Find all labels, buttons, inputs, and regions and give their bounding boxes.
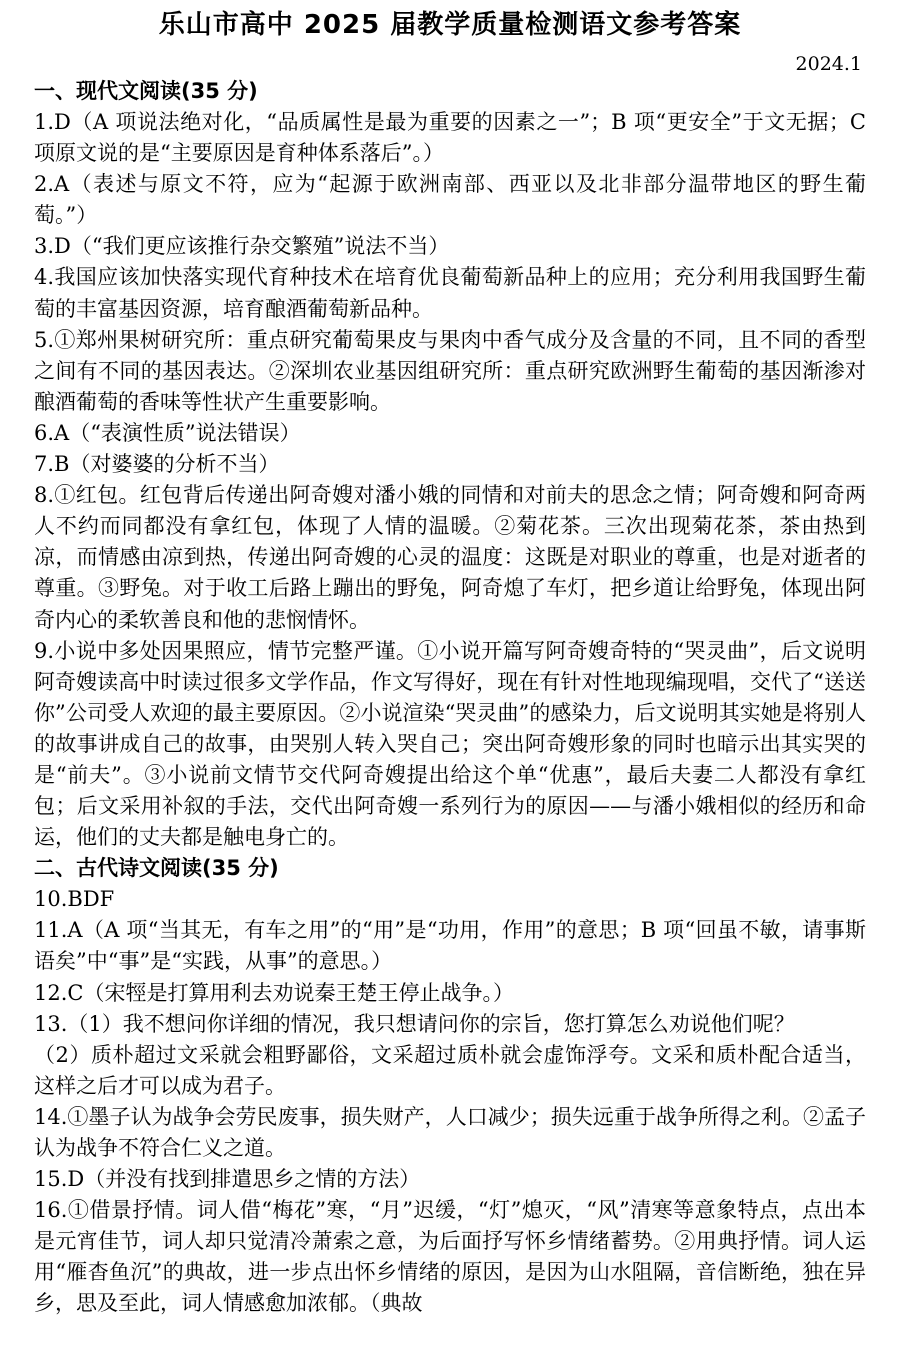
document-title: 乐山市高中 2025 届教学质量检测语文参考答案 <box>158 10 742 40</box>
answer-8: 8.①红包。红包背后传递出阿奇嫂对潘小娥的同情和对前夫的思念之情；阿奇嫂和阿奇两人不约而同都没有拿红包，体现了人情的温暖。②菊花茶。三次出现菊花茶，茶由热到凉，而情感由凉到热，传递出阿奇嫂的心灵的温度：这既是对职业的尊重，也是对逝者的尊重。③野兔。对于收工后路上蹦出的野兔，阿奇熄了车灯，把乡道让给野兔，体现出阿奇内心的柔软善良和他的悲悯情怀。 <box>34 483 866 632</box>
answer-2: 2.A（表述与原文不符，应为“起源于欧洲南部、西亚以及北非部分温带地区的野生葡萄。”） <box>34 172 866 228</box>
answer-1: 1.D（A 项说法绝对化，“品质属性是最为重要的因素之一”；B 项“更安全”于文无据；C 项原文说的是“主要原因是育种体系落后”。） <box>34 110 866 166</box>
answer-14: 14.①墨子认为战争会劳民废事，损失财产，人口减少；损失远重于战争所得之利。②孟子认为战争不符合仁义之道。 <box>34 1104 866 1160</box>
answer-13-part-2: （2）质朴超过文采就会粗野鄙俗，文采超过质朴就会虚饰浮夸。文采和质朴配合适当，这样之后才可以成为君子。 <box>34 1042 866 1098</box>
answer-5: 5.①郑州果树研究所：重点研究葡萄果皮与果肉中香气成分及含量的不同，且不同的香型之间有不同的基因表达。②深圳农业基因组研究所：重点研究欧洲野生葡萄的基因渐渗对酿酒葡萄的香味等性状产生重要影响。 <box>34 327 866 414</box>
answer-12: 12.C（宋牼是打算用利去劝说秦王楚王停止战争。） <box>34 980 514 1005</box>
section-heading-modern-reading: 一、现代文阅读(35 分) <box>34 79 258 103</box>
answer-13-part-1: 13.（1）我不想问你详细的情况，我只想请问你的宗旨，您打算怎么劝说他们呢？ <box>34 1011 795 1036</box>
answer-11: 11.A（A 项“当其无，有车之用”的“用”是“功用，作用”的意思；B 项“回虽不敏，请事斯语矣”中“事”是“实践，从事”的意思。） <box>34 918 866 974</box>
section-heading-classical-reading: 二、古代诗文阅读(35 分) <box>34 856 279 881</box>
document-date: 2024.1 <box>795 53 862 75</box>
answer-7: 7.B（对婆婆的分析不当） <box>34 452 280 477</box>
answer-4: 4.我国应该加快落实现代育种技术在培育优良葡萄新品种上的应用；充分利用我国野生葡萄的丰富基因资源，培育酿酒葡萄新品种。 <box>34 265 866 321</box>
answer-9: 9.小说中多处因果照应，情节完整严谨。①小说开篇写阿奇嫂奇特的“哭灵曲”，后文说明阿奇嫂读高中时读过很多文学作品，作文写得好，现在有针对性地现编现唱，交代了“送送你”公司受人欢迎的最主要原因。②小说渲染“哭灵曲”的感染力，后文说明其实她是将别人的故事讲成自己的故事，由哭别人转入哭自己；突出阿奇嫂形象的同时也暗示出其实哭的是“前夫”。③小说前文情节交代阿奇嫂提出给这个单“优惠”，最后夫妻二人都没有拿红包；后文采用补叙的手法，交代出阿奇嫂一系列行为的原因——与潘小娥相似的经历和命运，他们的丈夫都是触电身亡的。 <box>34 638 866 850</box>
answer-10: 10.BDF <box>34 887 115 912</box>
answer-15: 15.D（并没有找到排遣思乡之情的方法） <box>34 1167 421 1192</box>
answer-6: 6.A（“表演性质”说法错误） <box>34 420 301 445</box>
answer-16: 16.①借景抒情。词人借“梅花”寒，“月”迟缓，“灯”熄灭，“风”清寒等意象特点，点出本是元宵佳节，词人却只觉清冷萧索之意，为后面抒写怀乡情绪蓄势。②用典抒情。词人运用“雁杳鱼沉”的典故，进一步点出怀乡情绪的原因，是因为山水阻隔，音信断绝，独在异乡，思及至此，词人情感愈加浓郁。（典故 <box>34 1198 866 1316</box>
answer-3: 3.D（“我们更应该推行杂交繁殖”说法不当） <box>34 234 450 259</box>
